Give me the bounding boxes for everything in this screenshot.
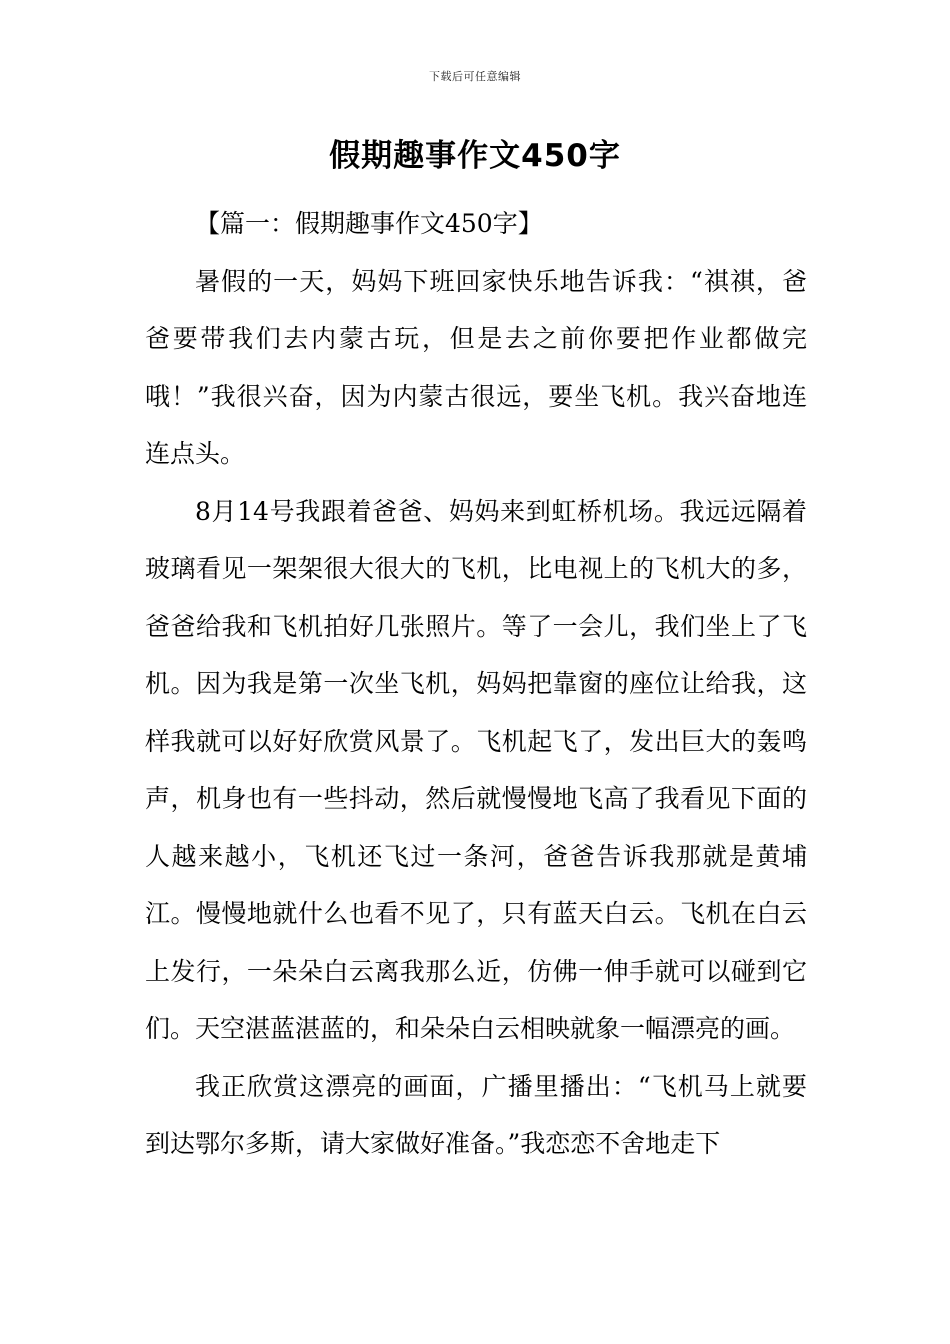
paragraph-3: 我正欣赏这漂亮的画面，广播里播出：“飞机马上就要到达鄂尔多斯，请大家做好准备。”我恋恋不舍地走下 bbox=[145, 1071, 807, 1158]
document-title: 假期趣事作文450字 bbox=[329, 138, 621, 174]
header-note: 下载后可任意编辑 bbox=[429, 70, 521, 83]
document-body bbox=[145, 195, 807, 1173]
paragraph-2: 8月14号我跟着爸爸、妈妈来到虹桥机场。我远远隔着玻璃看见一架架很大很大的飞机，比电视上的飞机大的多，爸爸给我和飞机拍好几张照片。等了一会儿，我们坐上了飞机。因为我是第一次坐飞机，妈妈把靠窗的座位让给我，这样我就可以好好欣赏风景了。飞机起飞了，发出巨大的轰鸣声，机身也有一些抖动，然后就慢慢地飞高了我看见下面的人越来越小，飞机还飞过一条河，爸爸告诉我那就是黄埔江。慢慢地就什么也看不见了，只有蓝天白云。飞机在白云上发行，一朵朵白云离我那么近，仿佛一伸手就可以碰到它们。天空湛蓝湛蓝的，和朵朵白云相映就象一幅漂亮的画。 bbox=[145, 496, 807, 1043]
section-label: 【篇一：假期趣事作文450字】 bbox=[195, 209, 543, 238]
paragraph-1: 暑假的一天，妈妈下班回家快乐地告诉我：“祺祺，爸爸要带我们去内蒙古玩，但是去之前你要把作业都做完哦！”我很兴奋，因为内蒙古很远，要坐飞机。我兴奋地连连点头。 bbox=[145, 266, 807, 468]
